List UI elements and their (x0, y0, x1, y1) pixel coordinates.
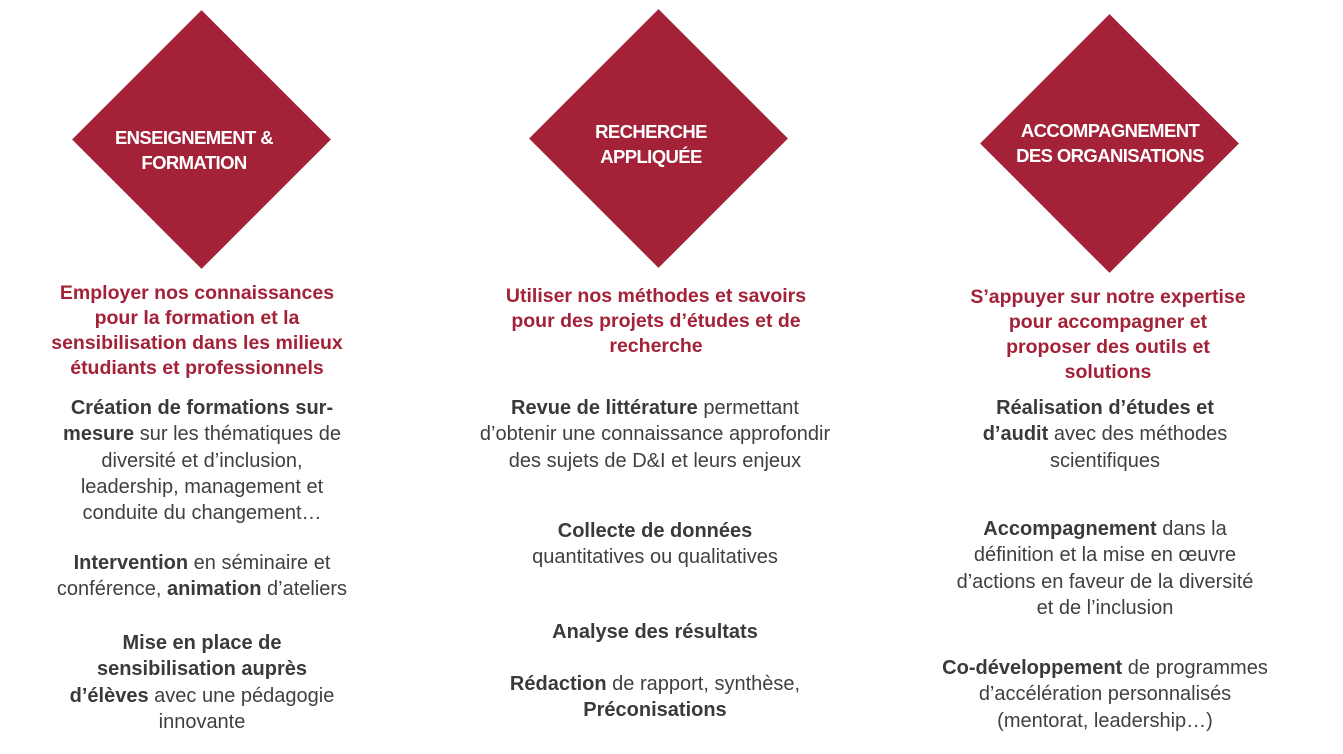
pillar-item: Analyse des résultats (552, 621, 758, 643)
pillar-item: Co-développement de programmes d’accélération personnalisés (mentorat, leadership…) (942, 657, 1268, 732)
pillar-research (440, 0, 890, 754)
pillar-item: Réalisation d’études et d’audit avec des méthodes scientifiques (982, 397, 1228, 472)
pillar-item: Rédaction de rapport, synthèse, Préconisations (509, 673, 801, 722)
pillar-organisations (900, 0, 1330, 754)
pillar-subtitle: S’appuyer sur notre expertise pour accompagner et proposer des outils et solutions (970, 286, 1246, 383)
pillar-subtitle: Utiliser nos méthodes et savoirs pour des projets d’études et de recherche (505, 285, 807, 357)
pillar-item: Accompagnement dans la définition et la mise en œuvre d’actions en faveur de la diversité et de l’inclusion (956, 518, 1254, 619)
pillar-item: Création de formations sur- mesure sur les thématiques de diversité et d’inclusion, leadership, management et conduite du changement… (63, 397, 341, 525)
pillar-item: Collecte de données quantitatives ou qualitatives (532, 520, 778, 569)
pillar-title: ENSEIGNEMENT & FORMATION (114, 127, 274, 173)
pillar-title: RECHERCHE APPLIQUÉE (595, 121, 707, 167)
pillar-title: ACCOMPAGNEMENT DES ORGANISATIONS (1016, 120, 1204, 166)
pillar-item: Mise en place de sensibilisation auprès d’élèves avec une pédagogie innovante (69, 632, 335, 733)
pillar-subtitle: Employer nos connaissances pour la formation et la sensibilisation dans les milieux étudiants et professionnels (51, 282, 343, 379)
pillar-item: Intervention en séminaire et conférence, animation d’ateliers (56, 552, 348, 601)
pillar-item: Revue de littérature permettant d’obtenir une connaissance approfondir des sujets de D&I et leurs enjeux (479, 397, 831, 472)
pillar-teaching (0, 0, 420, 754)
